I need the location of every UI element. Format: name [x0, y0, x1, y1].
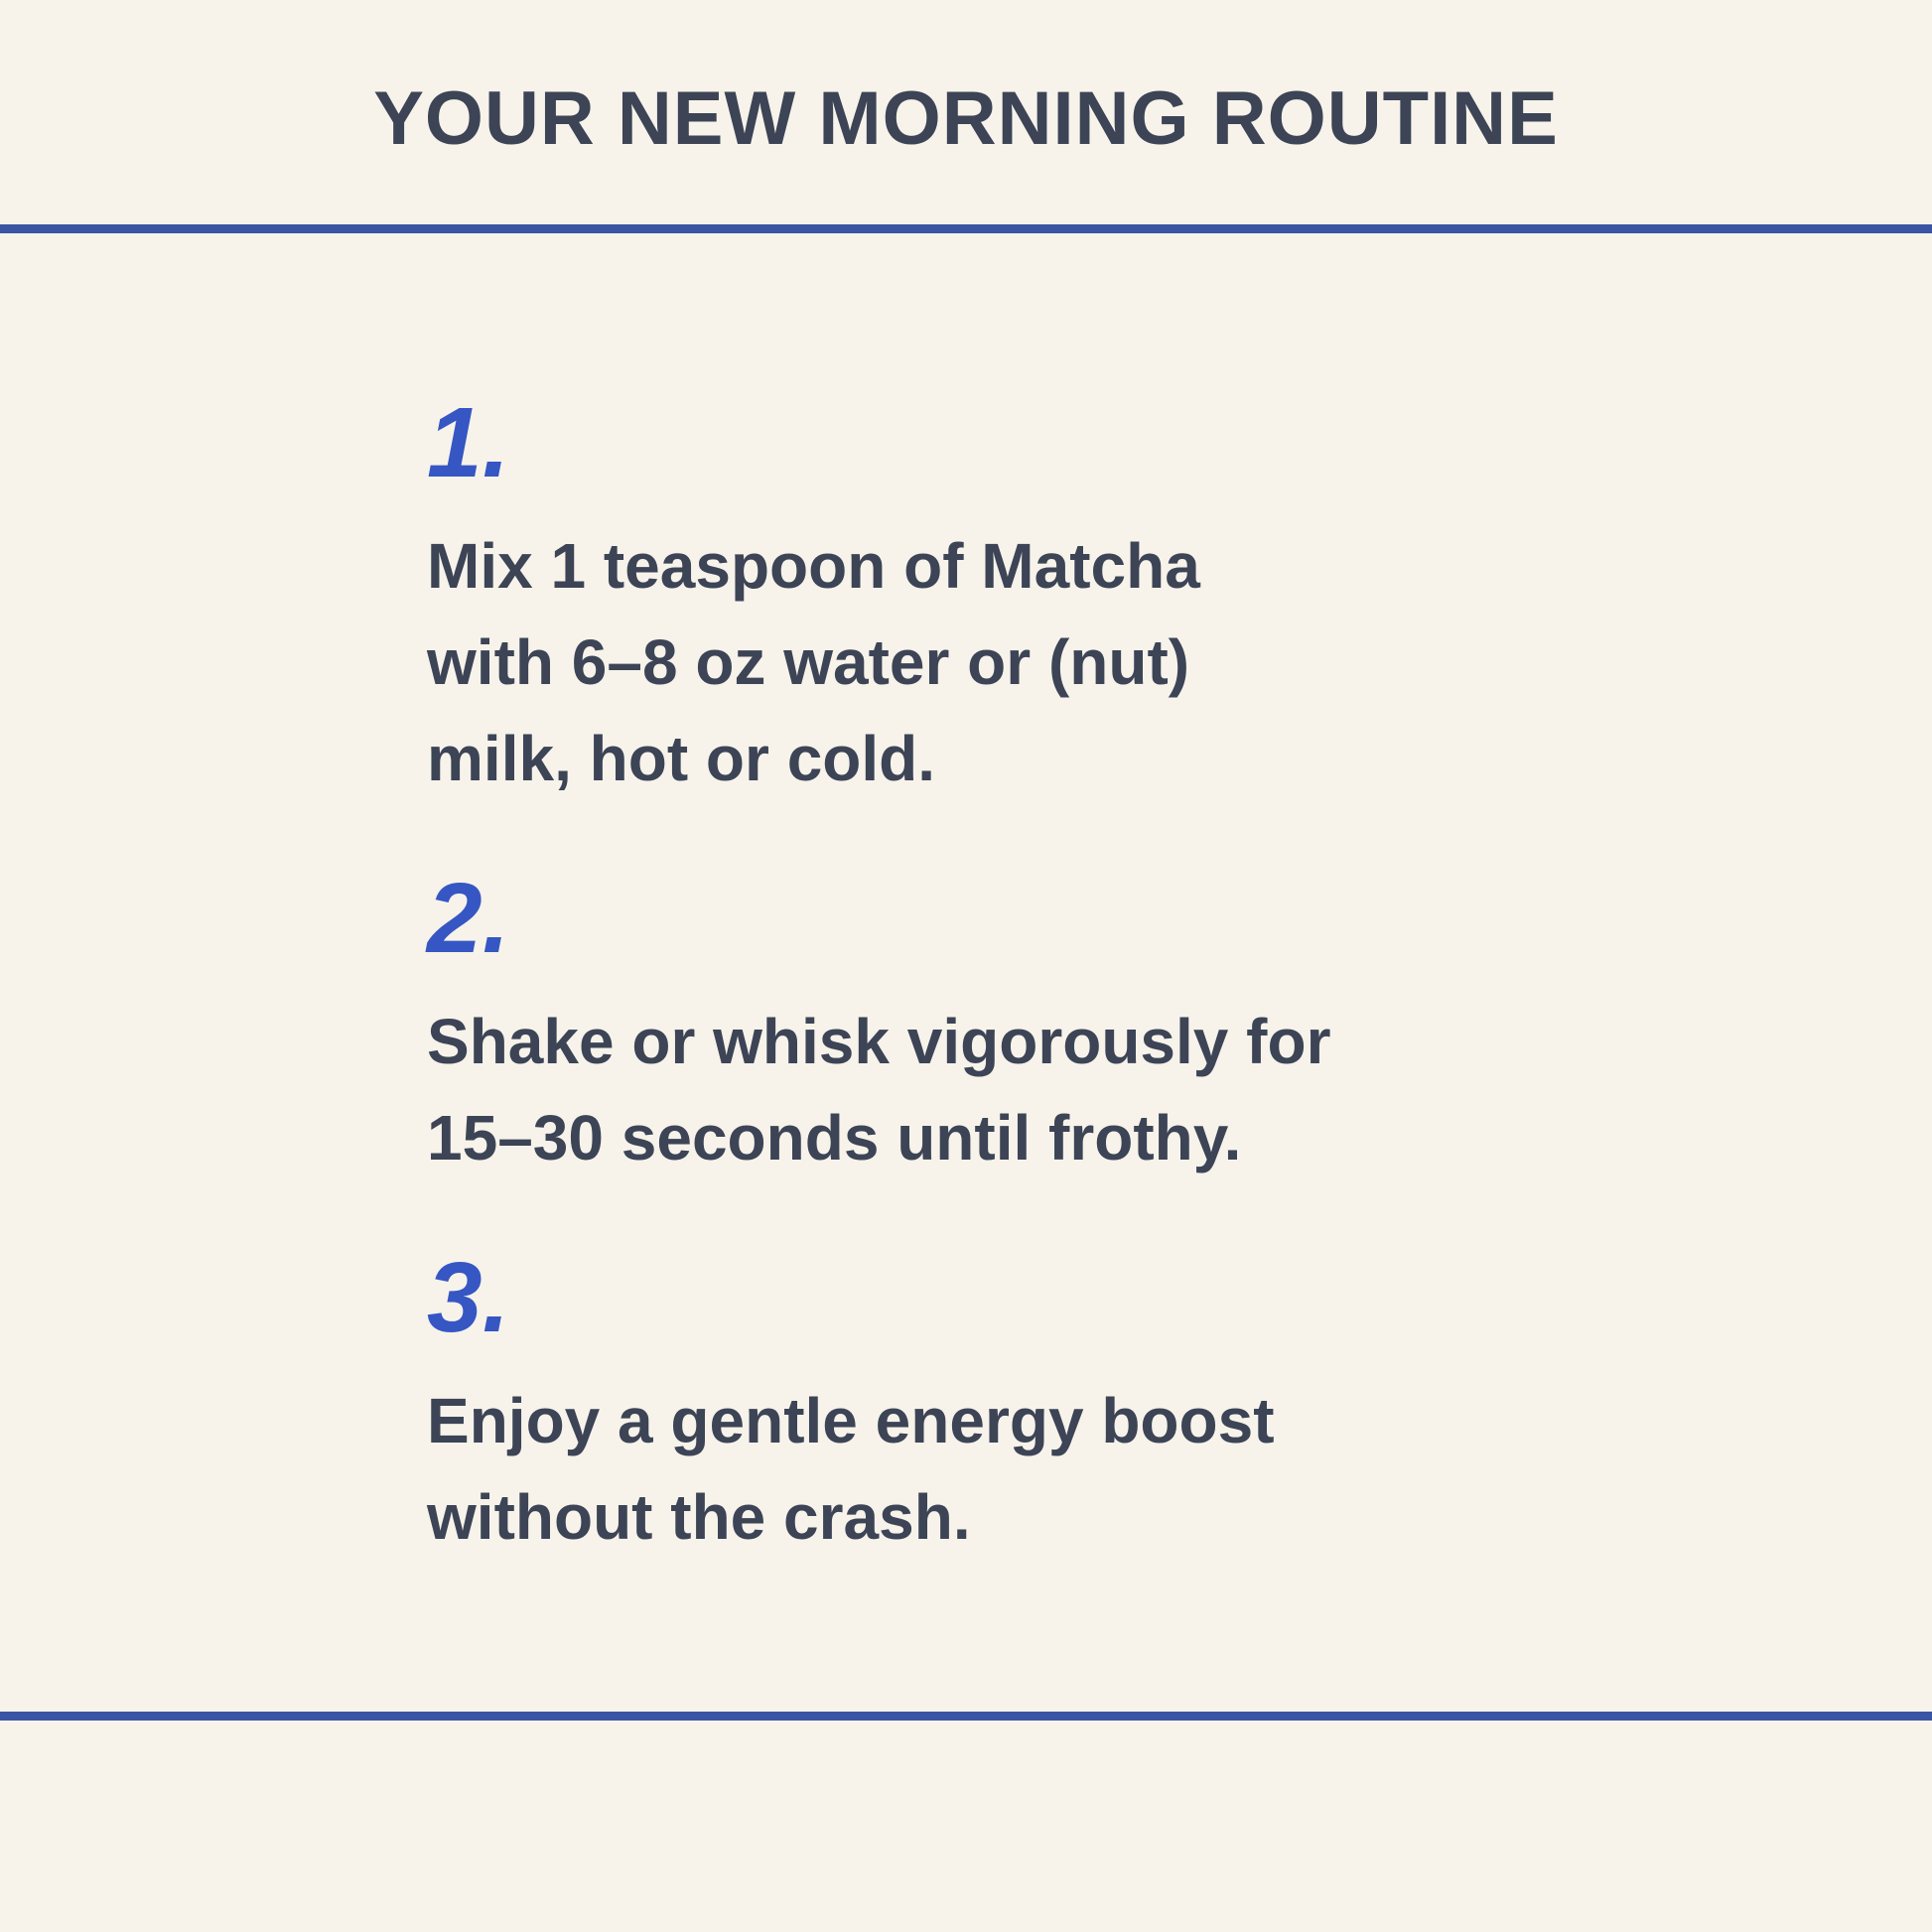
step-1: [427, 387, 1618, 807]
step-1-text-line: with 6–8 oz water or (nut): [427, 626, 1190, 698]
top-divider-line: [0, 224, 1932, 233]
step-2: [427, 863, 1618, 1186]
step-1-text-line: Mix 1 teaspoon of Matcha: [427, 530, 1200, 602]
step-2-text-line: Shake or whisk vigorously for: [427, 1006, 1331, 1077]
step-1-number: 1.: [427, 387, 510, 498]
step-3-text-line: Enjoy a gentle energy boost: [427, 1385, 1275, 1456]
page-title: YOUR NEW MORNING ROUTINE: [373, 76, 1559, 161]
step-3: [427, 1242, 1618, 1566]
step-3-number: 3.: [427, 1242, 510, 1353]
bottom-divider-line: [0, 1712, 1932, 1721]
step-2-number: 2.: [427, 863, 510, 974]
step-2-text-line: 15–30 seconds until frothy.: [427, 1102, 1242, 1173]
step-1-text-line: milk, hot or cold.: [427, 723, 936, 794]
steps-list: [427, 387, 1618, 1627]
step-3-text-line: without the crash.: [427, 1481, 971, 1553]
